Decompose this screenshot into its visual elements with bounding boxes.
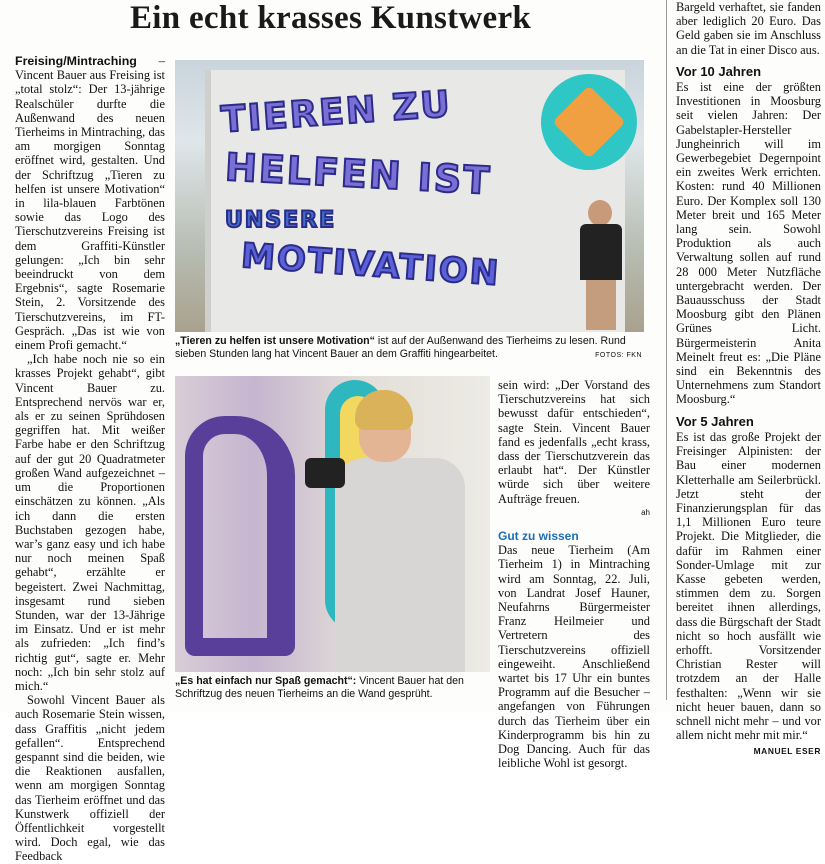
section-heading: Vor 10 Jahren	[676, 63, 762, 79]
section-heading: Vor 5 Jahren	[676, 413, 754, 429]
artist-portrait-photo	[175, 376, 490, 672]
graffiti-text-line: HELFEN IST	[224, 145, 493, 203]
section-text: Es ist eine der größten Investitionen in Moosburg seit vielen Jahren: Der Gabelstapler-Hersteller Jungheinrich will im Gewerbegebiet Degernpoint ein zweites Werk errichten. Kosten: rund 40 Millionen Euro. Der Komplex soll 130 Meter breit und 165 Meter lang sein. Sowohl Produktion als auch Verwaltung sollen auf rund 28 000 Meter Nutzfläche untergebracht werden. Der Bauausschuss der Stadt Moosburg gibt den Plänen Grünes Licht. Bürgermeisterin Anita Meinelt freut es: „Die Pläne sind ein Bekenntnis des Unternehmens zum Standort Moosburg.“	[676, 80, 821, 407]
graffiti-text-line: TIEREN ZU	[219, 83, 454, 142]
photo-caption-1: „Tieren zu helfen ist unsere Motivation“ ist auf der Außenwand des Tierheims zu lesen. Rund sieben Stunden lang hat Vincent Bauer an dem Graffiti hingearbeitet. FOTOS: FKN	[175, 335, 644, 360]
info-box-title: Gut zu wissen	[498, 529, 579, 544]
author-initials: ah	[641, 507, 650, 517]
purple-graffiti-shape	[185, 416, 295, 656]
info-box-text: Das neue Tierheim (Am Tierheim 1) in Mintraching wird am Sonntag, 22. Juli, von Landrat Josef Hauner, Neufahrns Bürgermeister Franz Heilmeier und Vertretern des Tierschutzvereins offiziell eingeweiht. Anschließend wartet bis 17 Uhr ein buntes Programm auf die Besucher – angefangen von Führungen durch das Tierheim über ein Kinderprogramm bis hin zu Dog Dancing. Auch für das leibliche Wohl ist gesorgt.	[498, 543, 650, 771]
article-paragraph-2: „Ich habe noch nie so ein krasses Projekt gehabt“, gibt Vincent Bauer zu. Entsprechend nervös war er, als er zu seinen Sprühdosen gegriffen hat. Mit weißer Farbe habe er den Schriftzug auf der gut 20 Quadratmeter großen Wand aufgezeichnet – um die Proportionen einschätzen zu können. „Als ich dann die ersten Buchstaben gezogen habe, war’s ganz easy und ich habe nur noch meinen Spaß gehabt“, erzählte er begeistert. Zwei Nachmittag, insgesamt rund sieben Stunden, war der 13-Jährige im Einsatz. Und er ist mehr als zufrieden: „Ich find’s richtig gut“, sagte er. Mehr noch: „Ich bin sehr stolz auf mich.“	[15, 352, 165, 693]
dateline: Freising/Mintraching	[15, 54, 137, 68]
article-middle-column	[498, 378, 650, 770]
section-text: Es ist das große Projekt der Freisinger Alpinisten: der Bau einer modernen Kletterhalle am Seilerbrückl. Jetzt steht der Finanzierungsplan für das 1,1 Millionen Euro teure Projekt. Die Mitglieder, die dafür im Rahmen einer Sonder-Umlage mit zur Kasse gebeten werden, stimmen dem zu. Sorgen bereitet ihnen allerdings, dass die Bürgschaft der Stadt nicht so hoch ausfällt wie erhofft. Vorsitzender Christian Rester will trotzdem an der Halle festhalten: „Wenn wir sie nicht heuer bauen, dann so schnell nicht mehr – und vor allem nicht mehr mit mir.“	[676, 429, 821, 743]
spray-can-icon	[305, 458, 345, 488]
boy-with-spray-can	[325, 388, 475, 672]
photo-credit: FOTOS: FKN	[595, 351, 642, 359]
graffiti-text-line: UNSERE	[225, 208, 337, 233]
graffiti-wall-photo	[175, 60, 644, 332]
article-paragraph-3: Sowohl Vincent Bauer als auch Rosemarie Stein wissen, dass Graffitis „nicht jedem gefallen“. Entsprechend gespannt sind die beiden, wie die Reaktionen ausfallen, wenn am morgigen Sonntag das Tierheim eröffnet und das Kunstwerk offiziell der Öffentlichkeit vorgestellt wird. Doch egal, wie das Feedback	[15, 693, 165, 864]
article-continuation: sein wird: „Der Vorstand des Tierschutzvereins hat sich bewusst dafür entschieden“, sagte Stein. Vincent Bauer fand es jedenfalls „echt krass, dass der Tierschutzverein das erlaubt hat“. Der Künstler würde sich über weitere Aufträge freuen.	[498, 378, 650, 506]
graffiti-text-line: MOTIVATION	[239, 235, 502, 295]
column-divider	[666, 0, 667, 700]
headline: Ein echt krasses Kunstwerk	[130, 0, 532, 36]
photo-caption-2: „Es hat einfach nur Spaß gemacht“: Vincent Bauer hat den Schriftzug des neuen Tierheims an die Wand gesprüht.	[175, 675, 464, 700]
article-paragraph-1: Freising/Mintraching – Vincent Bauer aus Freising ist „total stolz“: Der 13-jährige Realschüler durfte die Außenwand des neuen Tierheims in Mintraching, das am morgigen Sonntag eröffnet wird, gestalten. Und der Schriftzug „Tieren zu helfen ist unsere Motivation“ in lila-blauen Farbtönen sowie das Logo des Tierschutzvereins Freising ist dem Graffiti-Künstler gelungen: „Ich bin sehr beeindruckt von dem Ergebnis“, sagte Rosemarie Stein, 2. Vorsitzende des Tierschutzvereins, im FT-Gespräch. „Das ist wie von einem Profi gemacht.“	[15, 54, 165, 353]
right-intro-text: Bargeld verhaftet, sie fanden aber lediglich 20 Euro. Das Geld gaben sie im Anschluss an die Tat in einer Disco aus.	[676, 0, 821, 57]
tierheim-wall	[205, 70, 625, 332]
article-left-column	[15, 54, 165, 864]
tierschutzverein-logo	[541, 74, 637, 170]
author-byline: MANUEL ESER	[753, 746, 821, 757]
artist-figure	[576, 200, 626, 330]
article-right-column	[676, 0, 821, 759]
